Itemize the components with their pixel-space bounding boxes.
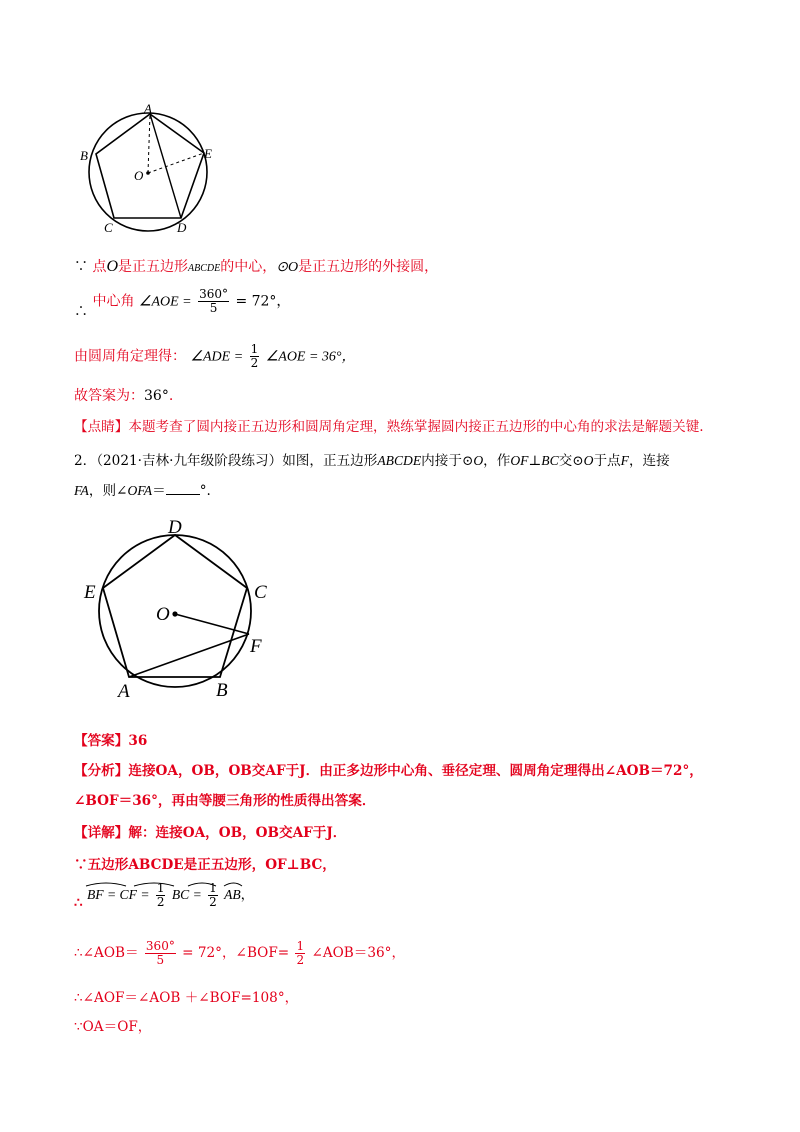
fraction-360-5: $\frac{360^\circ}{5}$ <box>199 287 228 315</box>
figure-1-pentagon <box>70 100 230 240</box>
figure-1-label-B: B <box>80 148 88 163</box>
sol2-detail-5: ∴∠AOF＝∠AOB ＋∠BOF=108°， <box>74 990 299 1006</box>
figure-2-label-B: B <box>216 680 228 701</box>
sol2-detail-1: 【详解】解：连接OA，OB，OB交AF于J． <box>74 825 347 841</box>
figure-2-label-C: C <box>254 582 267 603</box>
figure-1-label-C: C <box>104 220 113 235</box>
figure-2-pentagon <box>78 516 278 702</box>
figure-1-segment-AD <box>150 114 181 218</box>
fraction-1-2: $\frac{1}{2}$ <box>250 342 259 370</box>
figure-1-center-point <box>146 171 150 175</box>
sol2-detail-3: ∴ BF = CF = $\frac{1}{2}$ BC = $\frac{1}{2}$ AB， <box>74 881 255 911</box>
fraction-1-2: $\frac{1}{2}$ <box>296 939 305 967</box>
figure-2-label-F: F <box>250 636 262 657</box>
figure-2-circle <box>99 535 251 687</box>
figure-2-label-E: E <box>84 582 96 603</box>
sol2-detail-4: ∴∠AOB＝ $\frac{360^\circ}{5}$ = 72°，∠BOF= $\frac{1}{2}$ ∠AOB＝36°， <box>74 939 406 967</box>
figure-1-label-E: E <box>204 146 212 161</box>
fraction-1-2: $\frac{1}{2}$ <box>209 881 217 909</box>
figure-2-label-A: A <box>118 681 130 702</box>
q2-line-2: FA，则∠OFA＝ °. <box>74 483 211 499</box>
sol1-line-3: 由圆周角定理得： ∠ADE = $\frac{1}{2}$ ∠AOE = 36°， <box>74 342 356 370</box>
figure-2-pentagon-shape <box>103 535 247 677</box>
sol2-analysis-2: ∠BOF＝36°，再由等腰三角形的性质得出答案． <box>74 793 376 809</box>
figure-2-label-O: O <box>156 604 170 625</box>
sol2-detail-6: ∵OA＝OF， <box>74 1019 152 1035</box>
figure-1-segment-OA <box>148 114 150 173</box>
figure-2-segment-FA <box>129 634 249 677</box>
sol2-answer: 【答案】36 <box>74 733 148 749</box>
q2-line-1: 2．（2021·吉林·九年级阶段练习）如图，正五边形ABCDE内接于⊙O，作OF⊥BC交⊙O于点F，连接 <box>74 453 670 469</box>
sol1-line-4: 故答案为：36°. <box>74 388 174 404</box>
figure-1-label-D: D <box>177 220 187 235</box>
sol1-line-1: ∵ 点O是正五边形ABCDE的中心，⊙O是正五边形的外接圆， <box>74 258 439 275</box>
figure-1-label-O: O <box>134 168 144 183</box>
figure-1-segment-OE <box>148 153 204 173</box>
answer-blank <box>166 482 200 495</box>
fraction-360-5: $\frac{360^\circ}{5}$ <box>145 939 175 967</box>
because-symbol: ∵ <box>74 259 88 275</box>
fraction-1-2: $\frac{1}{2}$ <box>156 881 165 909</box>
sol2-detail-2: ∵五边形ABCDE是正五边形，OF⊥BC， <box>74 857 336 873</box>
sol1-tip: 【点睛】本题考查了圆内接正五边形和圆周角定理，熟练掌握圆内接正五边形的中心角的求法是解题关键. <box>74 419 704 435</box>
sol2-analysis-1: 【分析】连接OA，OB，OB交AF于J．由正多边形中心角、垂径定理、圆周角定理得出∠AOB＝72°， <box>74 763 703 779</box>
figure-1-label-A: A <box>144 101 152 116</box>
figure-2-label-D: D <box>168 517 182 538</box>
figure-2-center-point <box>172 611 177 616</box>
sol1-line-2: ∴ 中心角 ∠AOE = $\frac{360^\circ}{5}$ = 72°， <box>74 287 291 320</box>
arc-marks <box>84 880 244 888</box>
figure-1-pentagon-shape <box>96 114 204 218</box>
